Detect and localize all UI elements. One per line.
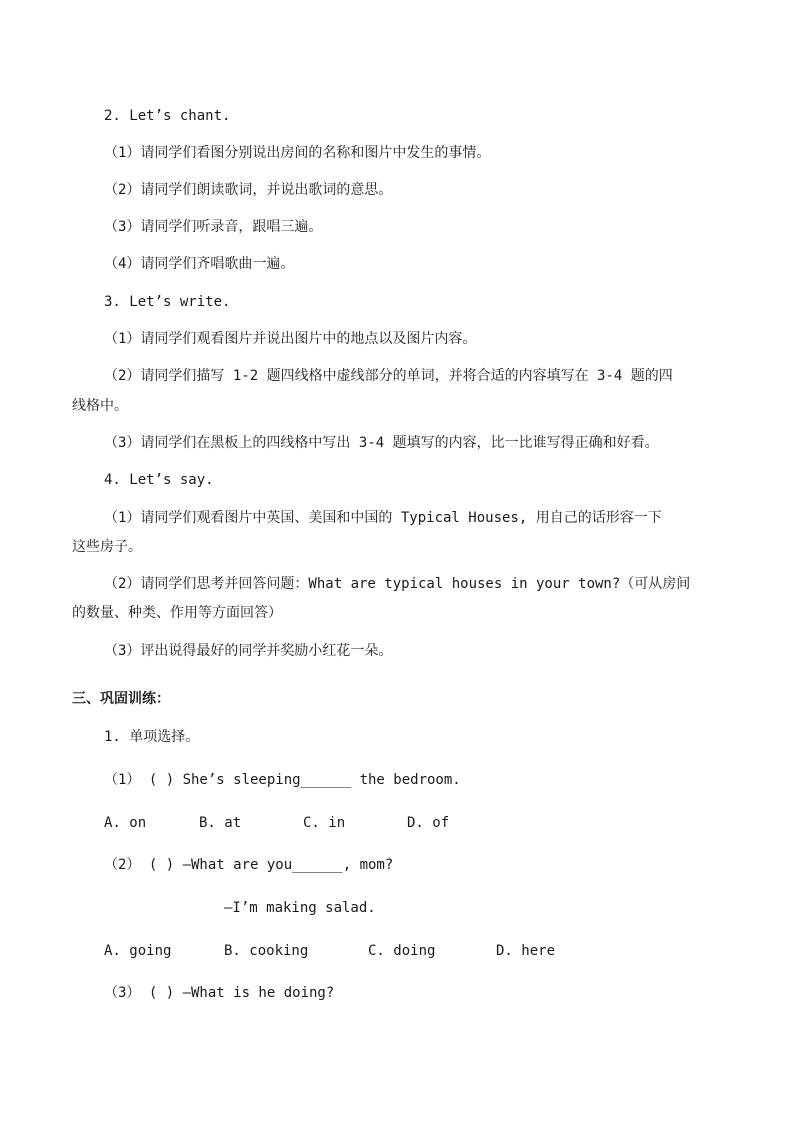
section-subheading: 1. 单项选择。 <box>104 729 200 745</box>
chant-item-1: （1）请同学们看图分别说出房间的名称和图片中发生的事情。 <box>104 145 491 161</box>
question-2-option-b: B. cooking <box>224 943 309 959</box>
question-2-option-c: C. doing <box>368 943 436 959</box>
say-item-1: （1）请同学们观看图片中英国、美国和中国的 Typical Houses, 用自己的话形容一下 <box>104 510 662 526</box>
question-2-stem: （2） ( ) —What are you______, mom? <box>104 857 394 873</box>
section-title: 三、巩固训练： <box>72 691 170 707</box>
chant-item-4: （4）请同学们齐唱歌曲一遍。 <box>104 256 295 272</box>
question-1-option-d: D. of <box>407 815 450 831</box>
write-item-2-cont: 线格中。 <box>72 398 128 414</box>
write-item-3: （3）请同学们在黑板上的四线格中写出 3-4 题填写的内容，比一比谁写得正确和好看。 <box>104 435 659 451</box>
say-item-2-cont: 的数量、种类、作用等方面回答） <box>72 605 282 621</box>
question-2-answer-line: —I’m making salad. <box>224 900 376 916</box>
question-2-option-a: A. going <box>104 943 172 959</box>
question-3-stem: （3） ( ) —What is he doing? <box>104 985 335 1001</box>
chant-item-3: （3）请同学们听录音，跟唱三遍。 <box>104 219 323 235</box>
chant-item-2: （2）请同学们朗读歌词，并说出歌词的意思。 <box>104 182 393 198</box>
question-1-option-a: A. on <box>104 815 147 831</box>
question-1-stem: （1） ( ) She’s sleeping______ the bedroom. <box>104 772 461 788</box>
write-item-1: （1）请同学们观看图片并说出图片中的地点以及图片内容。 <box>104 331 477 347</box>
say-item-3: （3）评出说得最好的同学并奖励小红花一朵。 <box>104 643 393 659</box>
question-2-option-d: D. here <box>496 943 556 959</box>
question-1-option-b: B. at <box>199 815 242 831</box>
write-item-2: （2）请同学们描写 1-2 题四线格中虚线部分的单词，并将合适的内容填写在 3-4 题的四 <box>104 368 673 384</box>
say-item-1-cont: 这些房子。 <box>72 539 142 555</box>
question-1-option-c: C. in <box>303 815 346 831</box>
write-heading: 3. Let’s write. <box>104 294 231 310</box>
chant-heading: 2. Let’s chant. <box>104 108 231 124</box>
say-heading: 4. Let’s say. <box>104 472 214 488</box>
say-item-2: （2）请同学们思考并回答问题：What are typical houses in your town?（可从房间 <box>104 576 691 592</box>
